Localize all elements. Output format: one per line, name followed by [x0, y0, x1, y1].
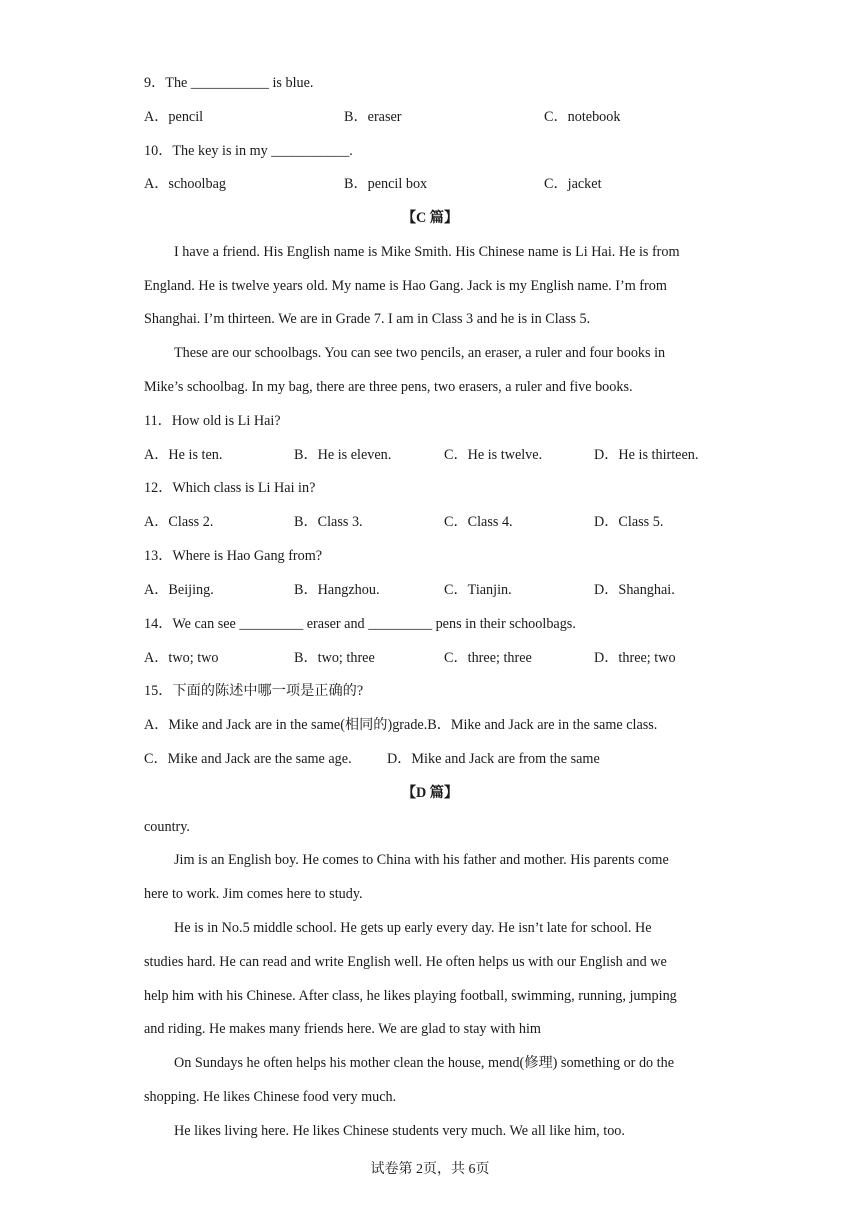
section-c-passage-line: Shanghai. I’m thirteen. We are in Grade 7. I am in Class 3 and he is in Class 5.	[144, 311, 591, 327]
question-10-option-c: C．jacket	[544, 176, 602, 192]
question-13-option-d: D．Shanghai.	[594, 582, 675, 598]
section-d-passage-line: studies hard. He can read and write English well. He often helps us with our English and we	[144, 954, 667, 970]
question-14-option-c: C．three; three	[444, 650, 532, 666]
question-9-option-c: C．notebook	[544, 109, 621, 125]
section-c-heading: 【C 篇】	[401, 210, 459, 226]
question-14-stem: 14．We can see _________ eraser and _________ pens in their schoolbags.	[144, 616, 576, 632]
section-d-passage-line: On Sundays he often helps his mother clean the house, mend(修理) something or do the	[174, 1055, 675, 1071]
question-11-stem: 11．How old is Li Hai?	[144, 413, 281, 429]
question-15-option-d-continued: country.	[144, 819, 190, 835]
question-9-option-a: A．pencil	[144, 109, 204, 125]
question-14-option-a: A．two; two	[144, 650, 219, 666]
section-d-passage-line: He is in No.5 middle school. He gets up early every day. He isn’t late for school. He	[174, 920, 652, 936]
question-12-option-d: D．Class 5.	[594, 514, 664, 530]
question-15-options-ab: A．Mike and Jack are in the same(相同的)grade.B．Mike and Jack are in the same class.	[144, 717, 658, 733]
question-14-option-d: D．three; two	[594, 650, 676, 666]
question-12-option-a: A．Class 2.	[144, 514, 214, 530]
question-10-stem: 10．The key is in my ___________.	[144, 143, 353, 159]
section-d-passage-line: He likes living here. He likes Chinese students very much. We all like him, too.	[174, 1123, 625, 1139]
question-14-option-b: B．two; three	[294, 650, 375, 666]
section-c-passage-line: These are our schoolbags. You can see two pencils, an eraser, a ruler and four books in	[174, 345, 666, 361]
question-11-option-a: A．He is ten.	[144, 447, 223, 463]
section-d-passage-line: and riding. He makes many friends here. We are glad to stay with him	[144, 1021, 541, 1037]
section-d-passage-line: here to work. Jim comes here to study.	[144, 886, 363, 902]
question-15-option-c: C．Mike and Jack are the same age.	[144, 751, 352, 767]
question-13-option-b: B．Hangzhou.	[294, 582, 380, 598]
page-footer: 试卷第 2页，共 6页	[370, 1162, 490, 1177]
question-15-stem: 15．下面的陈述中哪一项是正确的?	[144, 683, 364, 699]
section-c-passage-line: England. He is twelve years old. My name is Hao Gang. Jack is my English name. I’m from	[144, 278, 667, 294]
question-12-stem: 12．Which class is Li Hai in?	[144, 480, 316, 496]
question-12-option-b: B．Class 3.	[294, 514, 363, 530]
section-d-passage-line: shopping. He likes Chinese food very much.	[144, 1089, 397, 1105]
question-13-option-c: C．Tianjin.	[444, 582, 512, 598]
question-11-option-b: B．He is eleven.	[294, 447, 392, 463]
question-12-option-c: C．Class 4.	[444, 514, 513, 530]
question-15-option-d: D．Mike and Jack are from the same	[387, 751, 600, 767]
question-9-stem: 9．The ___________ is blue.	[144, 75, 314, 91]
question-11-option-c: C．He is twelve.	[444, 447, 543, 463]
question-9-option-b: B．eraser	[344, 109, 402, 125]
section-d-passage-line: Jim is an English boy. He comes to China with his father and mother. His parents come	[174, 852, 669, 868]
section-d-heading: 【D 篇】	[401, 785, 459, 801]
question-10-option-b: B．pencil box	[344, 176, 428, 192]
section-c-passage-line: I have a friend. His English name is Mike Smith. His Chinese name is Li Hai. He is from	[174, 244, 680, 260]
section-c-passage-line: Mike’s schoolbag. In my bag, there are three pens, two erasers, a ruler and five books.	[144, 379, 633, 395]
question-11-option-d: D．He is thirteen.	[594, 447, 699, 463]
question-10-option-a: A．schoolbag	[144, 176, 226, 192]
question-13-option-a: A．Beijing.	[144, 582, 214, 598]
question-13-stem: 13．Where is Hao Gang from?	[144, 548, 323, 564]
section-d-passage-line: help him with his Chinese. After class, he likes playing football, swimming, running, jumping	[144, 988, 677, 1004]
